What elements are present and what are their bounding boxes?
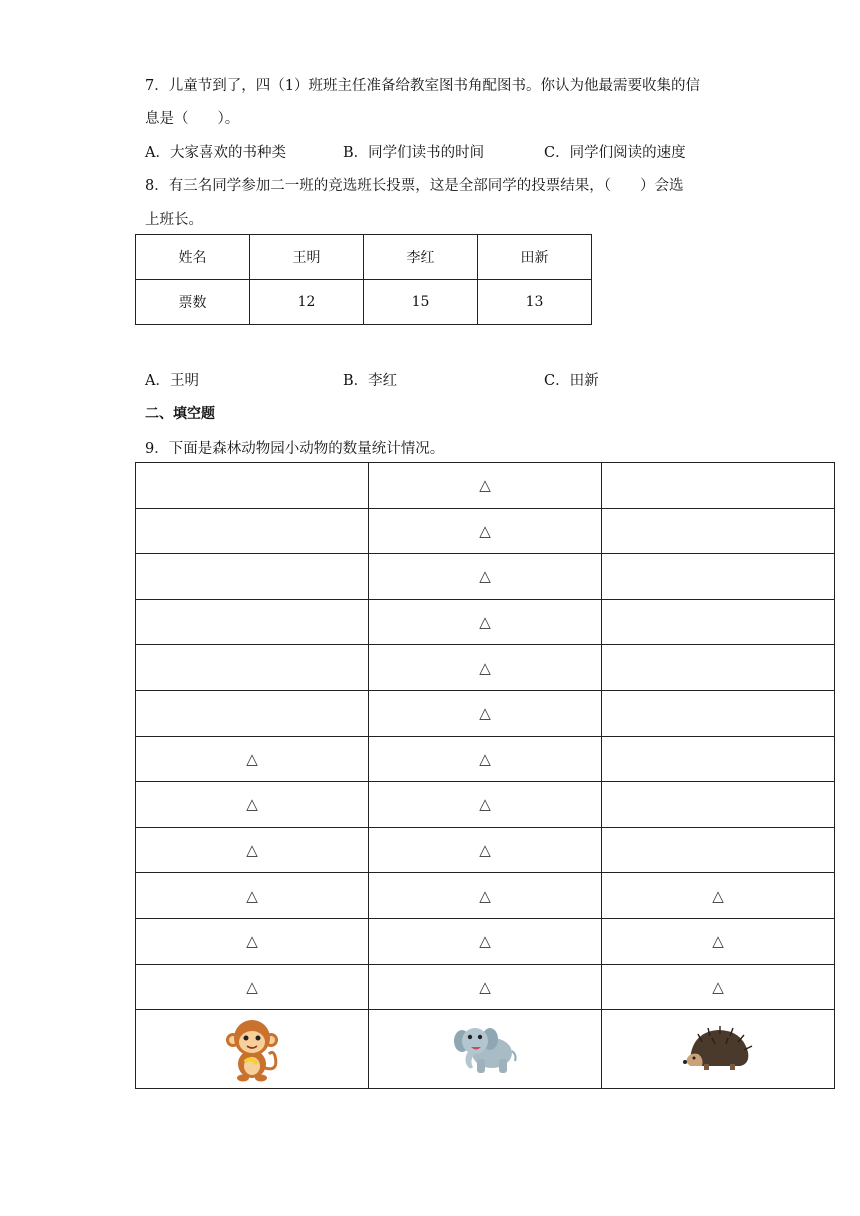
tally-cell-monkey (136, 645, 369, 691)
tally-cell-monkey: △ (136, 782, 369, 828)
vote-header-tianxin: 田新 (478, 235, 592, 280)
monkey-cell (136, 1010, 369, 1089)
tally-body (136, 463, 835, 1010)
q8-option-c: C．田新 (544, 373, 599, 389)
tally-row (136, 873, 835, 919)
vote-header-name: 姓名 (136, 235, 250, 280)
tally-cell-elephant: △ (369, 782, 602, 828)
tally-cell-elephant: △ (369, 508, 602, 554)
tally-cell-elephant: △ (369, 690, 602, 736)
tally-cell-elephant: △ (369, 554, 602, 600)
tally-cell-hedgehog (602, 508, 835, 554)
tally-cell-elephant: △ (369, 599, 602, 645)
tally-cell-hedgehog: △ (602, 918, 835, 964)
elephant-cell (369, 1010, 602, 1089)
tally-row (136, 918, 835, 964)
tally-cell-monkey: △ (136, 918, 369, 964)
tally-row (136, 463, 835, 509)
tally-cell-monkey (136, 690, 369, 736)
hedgehog-cell (602, 1010, 835, 1089)
tally-cell-elephant: △ (369, 736, 602, 782)
vote-table-header-row (136, 235, 592, 280)
monkey-icon (221, 1016, 283, 1082)
tally-row (136, 827, 835, 873)
tally-cell-hedgehog (602, 554, 835, 600)
tally-cell-hedgehog: △ (602, 873, 835, 919)
vote-count-tianxin: 13 (478, 280, 592, 325)
vote-count-lihong: 15 (364, 280, 478, 325)
tally-cell-hedgehog (602, 645, 835, 691)
tally-cell-elephant: △ (369, 918, 602, 964)
q7-line2: 息是（ ）。 (145, 111, 240, 127)
tally-row (136, 508, 835, 554)
hedgehog-icon (682, 1024, 754, 1074)
tally-cell-elephant: △ (369, 964, 602, 1010)
tally-cell-elephant: △ (369, 463, 602, 509)
tally-row (136, 736, 835, 782)
tally-row (136, 599, 835, 645)
q7-option-b: B．同学们读书的时间 (343, 145, 485, 161)
q8-line1: 8．有三名同学参加二一班的竞选班长投票，这是全部同学的投票结果，（ ）会选 (145, 178, 684, 194)
tally-cell-elephant: △ (369, 827, 602, 873)
tally-cell-monkey (136, 599, 369, 645)
tally-row (136, 645, 835, 691)
tally-cell-hedgehog (602, 463, 835, 509)
vote-count-wangming: 12 (250, 280, 364, 325)
q7-option-c: C．同学们阅读的速度 (544, 145, 686, 161)
vote-table-count-row (136, 280, 592, 325)
tally-cell-elephant: △ (369, 645, 602, 691)
tally-row (136, 554, 835, 600)
tally-cell-monkey (136, 508, 369, 554)
vote-row-label: 票数 (136, 280, 250, 325)
q8-option-b: B．李红 (343, 373, 398, 389)
tally-cell-hedgehog (602, 599, 835, 645)
tally-cell-elephant: △ (369, 873, 602, 919)
section-title: 二、填空题 (145, 406, 215, 422)
tally-row (136, 690, 835, 736)
q9-line1: 9．下面是森林动物园小动物的数量统计情况。 (145, 441, 445, 457)
q7-line1: 7．儿童节到了，四（1）班班主任准备给教室图书角配图书。你认为他最需要收集的信 (145, 78, 700, 94)
q7-option-a: A．大家喜欢的书种类 (145, 145, 286, 161)
tally-cell-hedgehog: △ (602, 964, 835, 1010)
tally-cell-hedgehog (602, 736, 835, 782)
tally-row (136, 782, 835, 828)
q8-option-a: A．王明 (145, 373, 199, 389)
animal-image-row (136, 1010, 835, 1089)
elephant-icon (452, 1021, 518, 1077)
tally-cell-monkey: △ (136, 827, 369, 873)
vote-header-lihong: 李红 (364, 235, 478, 280)
tally-table (135, 462, 835, 1089)
tally-cell-monkey: △ (136, 873, 369, 919)
tally-cell-monkey: △ (136, 736, 369, 782)
tally-cell-monkey (136, 554, 369, 600)
tally-cell-hedgehog (602, 690, 835, 736)
tally-cell-hedgehog (602, 827, 835, 873)
q8-line2: 上班长。 (145, 212, 203, 228)
tally-cell-monkey: △ (136, 964, 369, 1010)
vote-header-wangming: 王明 (250, 235, 364, 280)
tally-cell-monkey (136, 463, 369, 509)
vote-table (135, 234, 592, 325)
tally-cell-hedgehog (602, 782, 835, 828)
tally-row (136, 964, 835, 1010)
